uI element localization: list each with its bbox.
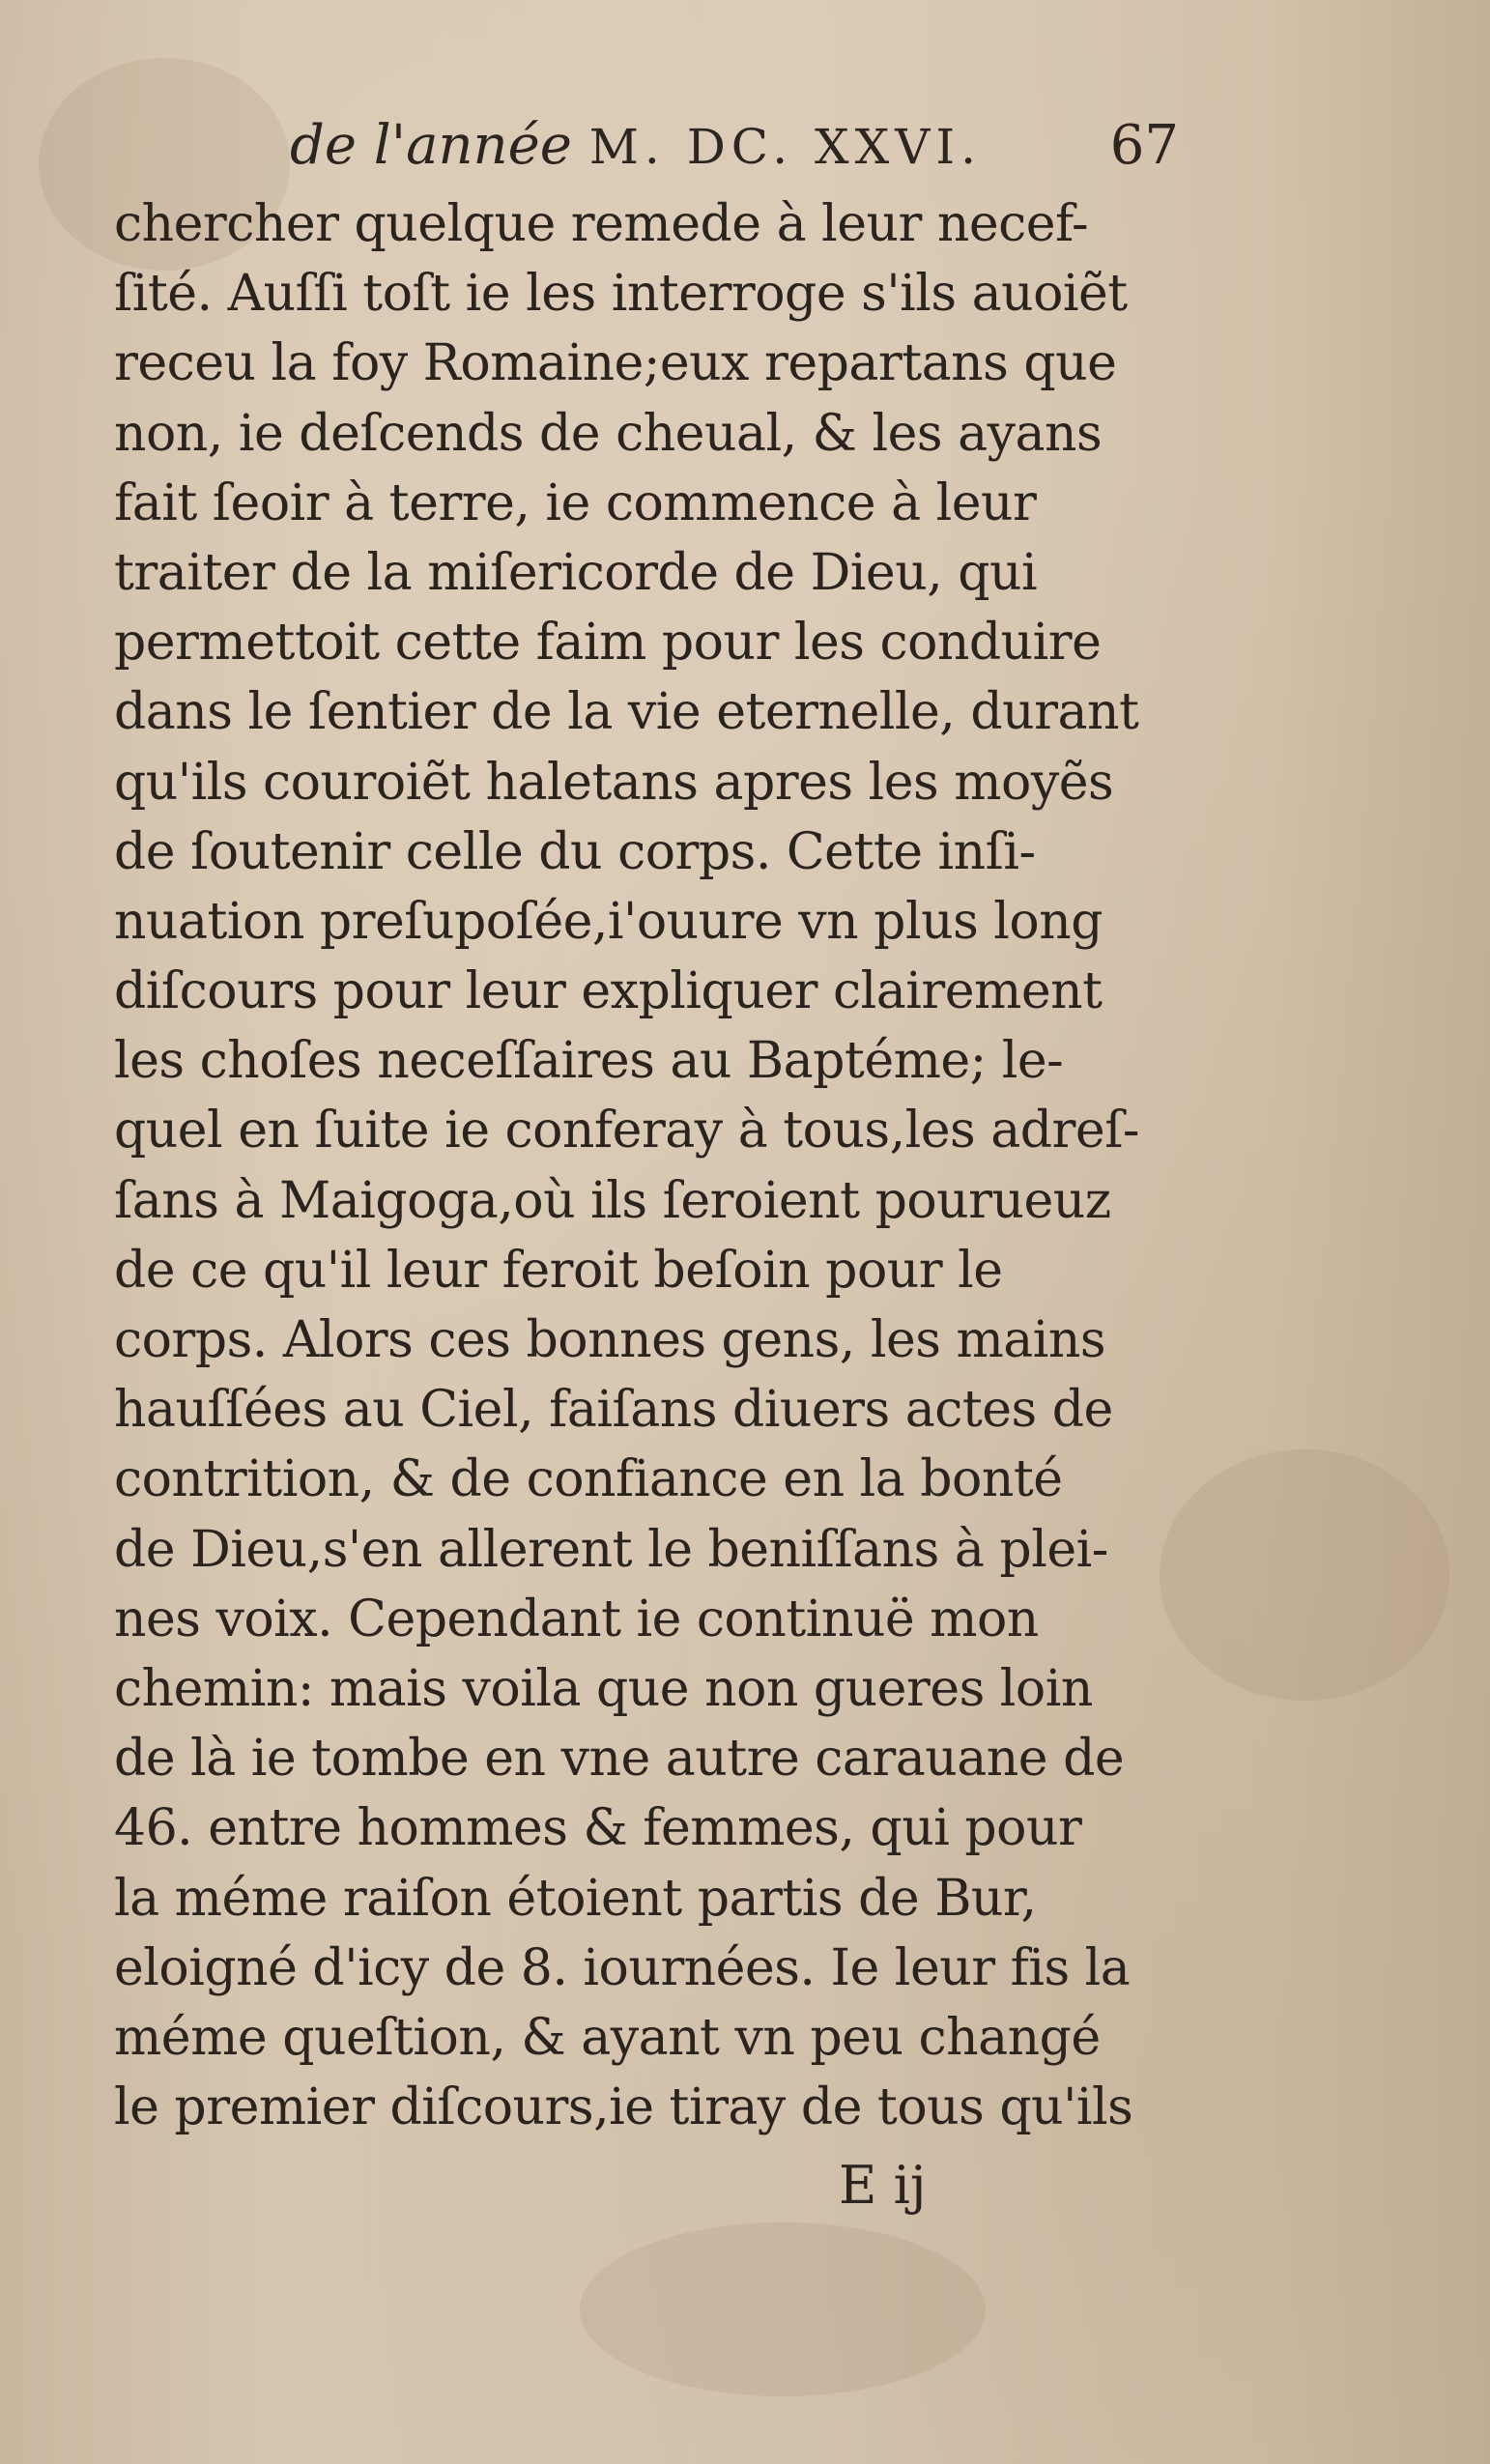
text-line: quel en ſuite ie conferay à tous,les adreſ- [114,1102,1140,1160]
text-line: chercher quelque remede à leur necef- [114,195,1089,253]
text-line: diſcours pour leur expliquer clairement [114,962,1103,1021]
text-line: de là ie tombe en vne autre carauane de [114,1730,1125,1789]
text-line: fait ſeoir à terre, ie commence à leur [114,473,1037,532]
text-line: contrition, & de confiance en la bonté [114,1450,1063,1509]
signature-mark: E ij [839,2155,927,2216]
text-line: corps. Alors ces bonnes gens, les mains [114,1311,1106,1369]
running-title [290,114,982,177]
text-line: le premier diſcours,ie tiray de tous qu'ils [114,2078,1133,2137]
text-line: les choſes neceſſaires au Baptéme; le- [114,1032,1064,1091]
text-line: méme queſtion, & ayant vn peu changé [114,2008,1101,2067]
text-line: nes voix. Cependant ie continuë mon [114,1590,1039,1648]
text-line: permettoit cette faim pour les conduire [114,614,1102,673]
year: M. DC. XXVI. [588,119,982,175]
text-line: de ce qu'il leur feroit beſoin pour le [114,1241,1003,1300]
text-line: eloigné d'icy de 8. iournées. Ie leur fis la [114,1938,1131,1997]
body-text [114,189,1177,2142]
text-line: receu la foy Romaine;eux repartans que [114,334,1117,393]
text-line: la méme raiſon étoient partis de Bur, [114,1869,1037,1928]
text-line: ſans à Maigoga,où ils ſeroient pourueuz [114,1171,1111,1230]
text-line: de Dieu,s'en allerent le beniſſans à plei- [114,1520,1108,1579]
text-line: traiter de la miſericorde de Dieu, qui [114,543,1038,602]
text-line: ſité. Auſſi toſt ie les interroge s'ils auoiẽt [114,265,1128,324]
text-line: chemin: mais voila que non gueres loin [114,1659,1093,1718]
text-line: non, ie deſcends de cheual, & les ayans [114,404,1103,463]
running-title-text: de l'année [290,114,572,177]
text-line: 46. entre hommes & femmes, qui pour [114,1799,1082,1858]
page-number: 67 [1109,114,1179,177]
text-line: nuation preſupoſée,i'ouure vn plus long [114,892,1103,951]
text-line: de ſoutenir celle du corps. Cette inſi- [114,822,1036,881]
page-header [116,114,1179,201]
paper-stain [580,2222,986,2396]
text-line: dans le ſentier de la vie eternelle, durant [114,683,1139,742]
paper-stain [1160,1449,1449,1701]
text-line: qu'ils couroiẽt haletans apres les moyẽs [114,753,1114,812]
text-line: hauſſées au Ciel, faiſans diuers actes de [114,1381,1113,1440]
